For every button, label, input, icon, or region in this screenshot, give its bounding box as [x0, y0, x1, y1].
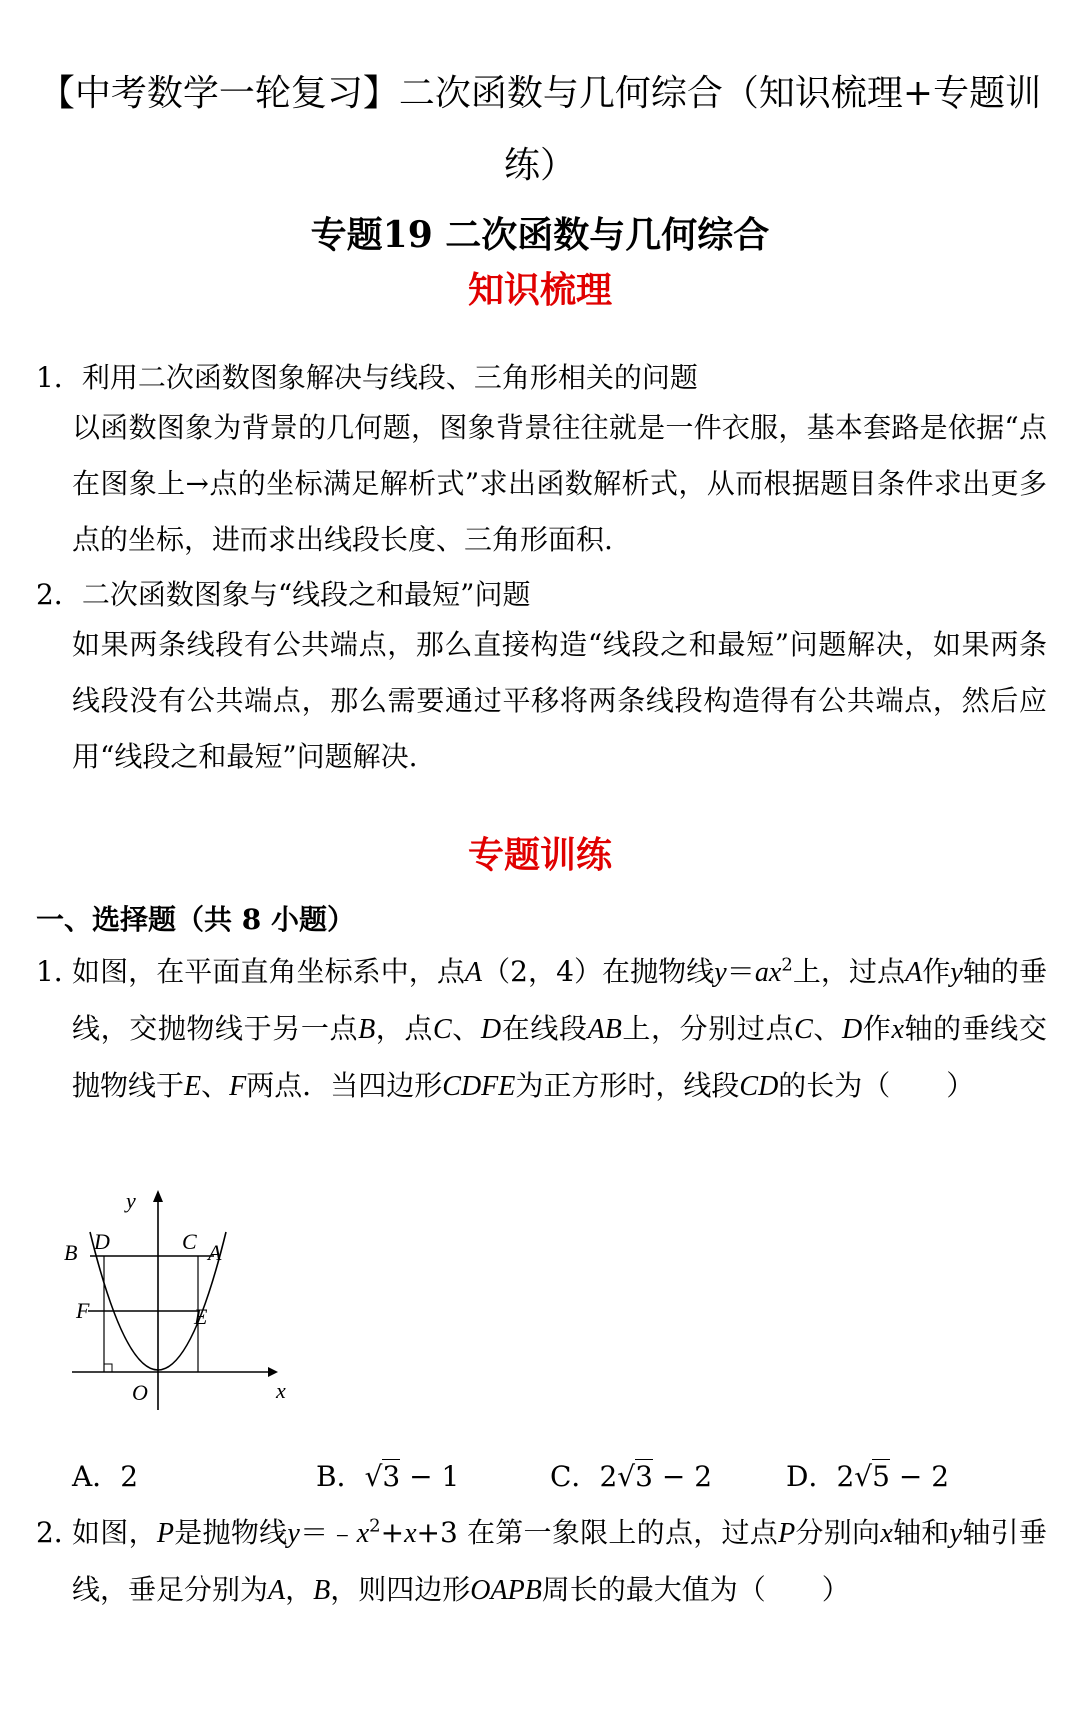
topic-subtitle: 专题19 二次函数与几何综合 [310, 214, 770, 256]
q1-choice-c: C．2√3 − 2 [550, 1460, 713, 1493]
training-heading: 专题训练 [467, 834, 612, 876]
label-o: O [132, 1380, 148, 1405]
label-x: x [276, 1378, 286, 1403]
q1-text: 如图，在平面直角坐标系中，点A（2，4）在抛物线$y=ax^2$上，过点A作y轴的垂线，交抛物线于另一点B，点C、D在线段AB上，分别过点C、D作x轴的垂线交抛物线于E、F两点．当四边形CDFE为正方形时，线段CD的长为（ ） [72, 954, 1047, 1102]
sqrt-symbol: √ [364, 1460, 383, 1493]
right-angle-mark [104, 1364, 112, 1372]
q2-text: 如图，P是抛物线$y=﹣x^2+x+3$ 在第一象限上的点，过点P分别向x轴和y轴引垂线，垂足分别为A，B，则四边形OAPB周长的最大值为（ ） [72, 1515, 1047, 1606]
part-heading: 一、选择题（共 8 小题） [36, 903, 355, 936]
knowledge-item-1-body: 以函数图象为背景的几何题，图象背景往往就是一件衣服，基本套路是依据“点在图象上→点的坐标满足解析式”求出函数解析式，从而根据题目条件求出更多点的坐标，进而求出线段长度、三角形面积. [72, 411, 1047, 556]
sqrt-symbol: √ [854, 1460, 873, 1493]
q1-choice-a: A．2 [72, 1460, 139, 1493]
label-f: F [76, 1298, 90, 1323]
q1-choice-b: B．√3 − 1 [316, 1460, 460, 1493]
label-d: D [94, 1229, 110, 1254]
label-b: B [64, 1240, 78, 1265]
document-title: 【中考数学一轮复习】二次函数与几何综合（知识梳理+专题训练） [38, 73, 1042, 186]
knowledge-heading: 知识梳理 [467, 269, 612, 311]
label-e: E [194, 1304, 208, 1329]
q1-number: 1． [36, 955, 82, 988]
label-c: C [182, 1229, 197, 1254]
knowledge-item-2-body: 如果两条线段有公共端点，那么直接构造“线段之和最短”问题解决，如果两条线段没有公共端点，那么需要通过平移将两条线段构造得有公共端点，然后应用“线段之和最短”问题解决. [72, 628, 1047, 773]
label-a: A [208, 1240, 222, 1265]
q1-parabola-figure [64, 1178, 294, 1410]
label-y: y [126, 1188, 136, 1213]
sqrt-symbol: √ [617, 1460, 636, 1493]
q2-number: 2． [36, 1516, 82, 1549]
y-axis-arrow [153, 1190, 163, 1202]
q1-choice-d: D．2√5 − 2 [786, 1460, 950, 1493]
knowledge-item-1-label: 1．利用二次函数图象解决与线段、三角形相关的问题 [36, 361, 698, 394]
knowledge-item-2-label: 2．二次函数图象与“线段之和最短”问题 [36, 578, 531, 611]
x-axis-arrow [268, 1367, 278, 1377]
